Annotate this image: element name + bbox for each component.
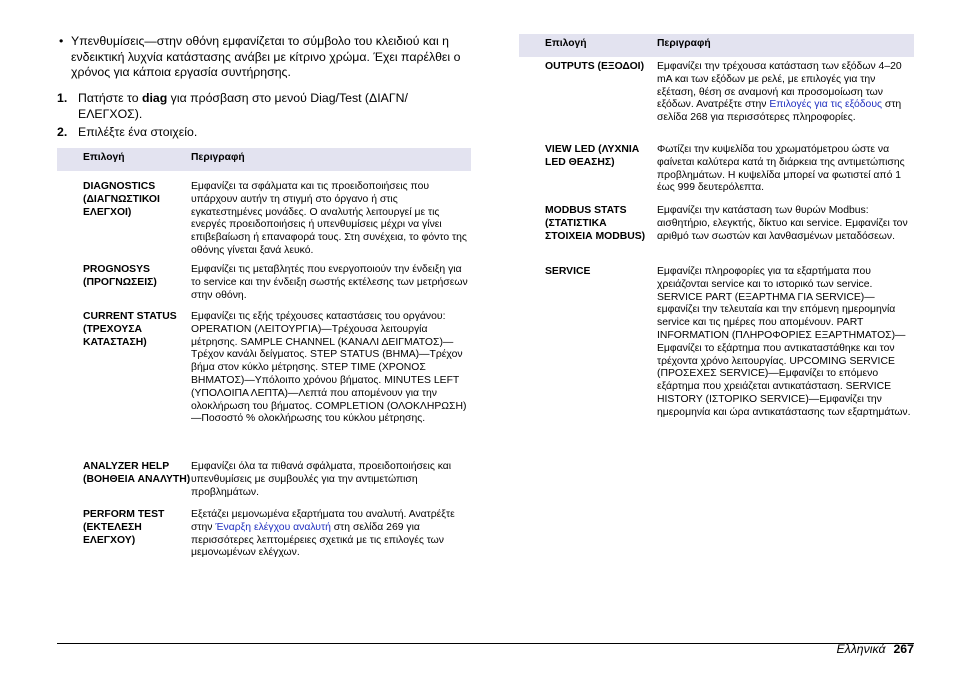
- table-row: [57, 311, 471, 461]
- reminders-bullet: [57, 34, 471, 81]
- table-row: [519, 266, 914, 420]
- description: Εμφανίζει τις εξής τρέχουσες καταστάσεις του οργάνου: OPERATION (ΛΕΙΤΟΥΡΓΙΑ)—Τρέχουσα λειτουργία μέτρησης. SAMPLE CHANNEL (ΚΑΝΑΛΙ ΔΕΙΓΜΑΤΟΣ)—Τρέχον κανάλι δείγματος. STEP STATUS (ΒΗΜΑ)—Τρέχον βήμα στον κύκλο μέτρησης. STEP TIME (ΧΡΟΝΟΣ ΒΗΜΑΤΟΣ)—Υπόλοιπο χρόνου βήματος. MINUTES LEFT (ΥΠΟΛΟΙΠΑ ΛΕΠΤΑ)—Λεπτά που απομένουν για την ολοκλήρωση του βήματος. COMPLETION (ΟΛΟΚΛΗΡΩΣΗ)—Ποσοστό % ολοκλήρωσης του κύκλου μέτρησης.: [191, 311, 467, 425]
- footer-language: Ελληνικά: [836, 642, 886, 656]
- table-row: [57, 461, 471, 509]
- description: Εμφανίζει πληροφορίες για τα εξαρτήματα που χρειάζονται service και το ιστορικό των service. SERVICE PART (ΕΞΑΡΤΗΜΑ ΓΙΑ SERVICE)—εμφανίζει την τελευταία και την επόμενη ημερομηνία service και τις ημέρες που απομένουν. PART INFORMATION (ΠΛΗΡΟΦΟΡΙΕΣ ΕΞΑΡΤΗΜΑΤΟΣ)—Εμφανίζει το εξάρτημα που αντικαταστάθηκε και τον τρέχοντα χρόνο λειτουργίας. UPCOMING SERVICE (ΠΡΟΣΕΧΕΣ SERVICE)—Εμφανίζει το επόμενο εξάρτημα που χρειάζεται αντικατάσταση. SERVICE HISTORY (ΙΣΤΟΡΙΚΟ SERVICE)—Εμφανίζει την ημερομηνία και ώρα αντικατάστασης των εξαρτημάτων.: [657, 266, 911, 418]
- page-number: 267: [893, 642, 914, 656]
- option-service: SERVICE: [545, 266, 591, 277]
- step-number: 2.: [57, 125, 68, 139]
- footer-divider: [57, 643, 914, 644]
- diag-options-table-1: [57, 148, 471, 560]
- description: [191, 509, 471, 560]
- option-diagnostics: DIAGNOSTICS (ΔΙΑΓΝΩΣΤΙΚΟΙ ΕΛΕΓΧΟΙ): [83, 181, 160, 218]
- header-description: Περιγραφή: [191, 148, 471, 171]
- description-post: στη σελίδα 268 για περισσότερες πληροφορίες.: [657, 99, 902, 124]
- description: Εμφανίζει τις μεταβλητές που ενεργοποιούν την ένδειξη για το service και την ένδειξη σωστής εκτέλεσης των μετρήσεων στην οθόνη.: [191, 264, 468, 301]
- table-row: [57, 509, 471, 560]
- step-number: 1.: [57, 91, 68, 105]
- link-start-analyzer-test[interactable]: Έναρξη ελέγχου αναλυτή: [215, 521, 331, 533]
- bullet-text: Υπενθυμίσεις—στην οθόνη εμφανίζεται το σύμβολο του κλειδιού και η ενδεικτική λυχνία κατάστασης ανάβει με κίτρινο χρώμα. Έχει παρέλθει ο χρόνος για κάποια εργασία συντήρησης.: [71, 34, 461, 79]
- option-current-status: CURRENT STATUS (ΤΡΕΧΟΥΣΑ ΚΑΤΑΣΤΑΣΗ): [83, 311, 177, 348]
- step-text: Επιλέξτε ένα στοιχείο.: [78, 125, 198, 139]
- table-header-row: [519, 34, 914, 57]
- step-text-pre: Πατήστε το: [78, 91, 142, 105]
- step-1: [57, 91, 471, 122]
- description-pre: Εξετάζει μεμονωμένα εξαρτήματα του αναλυτή. Ανατρέξτε στην: [191, 509, 455, 533]
- option-outputs: OUTPUTS (ΕΞΟΔΟΙ): [545, 61, 645, 72]
- table-row: [519, 205, 914, 266]
- option-analyzer-help: ANALYZER HELP (ΒΟΗΘΕΙΑ ΑΝΑΛΥΤΗ): [83, 461, 191, 485]
- option-modbus-stats: MODBUS STATS (ΣΤΑΤΙΣΤΙΚΑ ΣΤΟΙΧΕΙΑ MODBUS): [545, 205, 646, 242]
- diag-options-table-2: [519, 34, 914, 420]
- page-footer: [836, 642, 914, 656]
- header-description: Περιγραφή: [657, 34, 914, 57]
- description-post: στη σελίδα 269 για περισσότερες λεπτομέρειες σχετικά με τις επιλογές των μεμονωμένων ελέγχων.: [191, 521, 444, 559]
- description: [657, 57, 914, 144]
- header-option: Επιλογή: [57, 148, 191, 171]
- bullet-dot: •: [59, 34, 64, 48]
- option-perform-test: PERFORM TEST (ΕΚΤΕΛΕΣΗ ΕΛΕΓΧΟΥ): [83, 509, 165, 546]
- link-output-options[interactable]: Επιλογές για τις εξόδους: [769, 99, 883, 111]
- description-pre: Εμφανίζει την τρέχουσα κατάσταση των εξόδων 4–20 mA και των εξόδων με ρελέ, με επιλογές για την εξέταση, θέση σε αναμονή και προσομοίωση των εξόδων. Ανατρέξτε στην: [657, 61, 902, 111]
- option-prognosys: PROGNOSYS (ΠΡΟΓΝΩΣΕΙΣ): [83, 264, 157, 288]
- table-row: [519, 144, 914, 205]
- table-row: [519, 57, 914, 144]
- step-text: [78, 91, 471, 122]
- description: Φωτίζει την κυψελίδα του χρωματόμετρου ώστε να φαίνεται καλύτερα κατά τη διάρκεια της αντιμετώπισης προβλημάτων. Η κυψελίδα μπορεί να φωτιστεί από 1 έως 999 δευτερόλεπτα.: [657, 144, 905, 194]
- diag-key-label: diag: [141, 91, 168, 105]
- header-option: Επιλογή: [519, 34, 657, 57]
- table-header-row: [57, 148, 471, 171]
- description: Εμφανίζει τα σφάλματα και τις προειδοποιήσεις που υπάρχουν αυτήν τη στιγμή στο όργανο ή στις εγκατεστημένες μονάδες. Ο αναλυτής λειτουργεί με τις ενεργές προειδοποιήσεις ή υπενθυμίσεις μέχρι να γίνει επιβεβαίωση ή επαναφορά τους. Στη συνέχεια, το φόντο της οθόνης γίνεται ξανά λευκό.: [191, 181, 467, 256]
- option-view-led: VIEW LED (ΛΥΧΝΙΑ LED ΘΕΑΣΗΣ): [545, 144, 640, 168]
- step-text-post: για πρόσβαση στο μενού Diag/Test (ΔΙΑΓΝ/ΕΛΕΓΧΟΣ).: [78, 91, 408, 121]
- table-row: [57, 171, 471, 264]
- description: Εμφανίζει την κατάσταση των θυρών Modbus: αισθητήριο, ελεγκτής, δίκτυο και service. Εμφανίζει τον αριθμό των σωστών και λανθασμένων μεταδόσεων.: [657, 205, 908, 242]
- description: Εμφανίζει όλα τα πιθανά σφάλματα, προειδοποιήσεις και υπενθυμίσεις με συμβουλές για την αντιμετώπιση προβλημάτων.: [191, 461, 452, 498]
- step-2: [57, 125, 471, 141]
- table-row: [57, 264, 471, 311]
